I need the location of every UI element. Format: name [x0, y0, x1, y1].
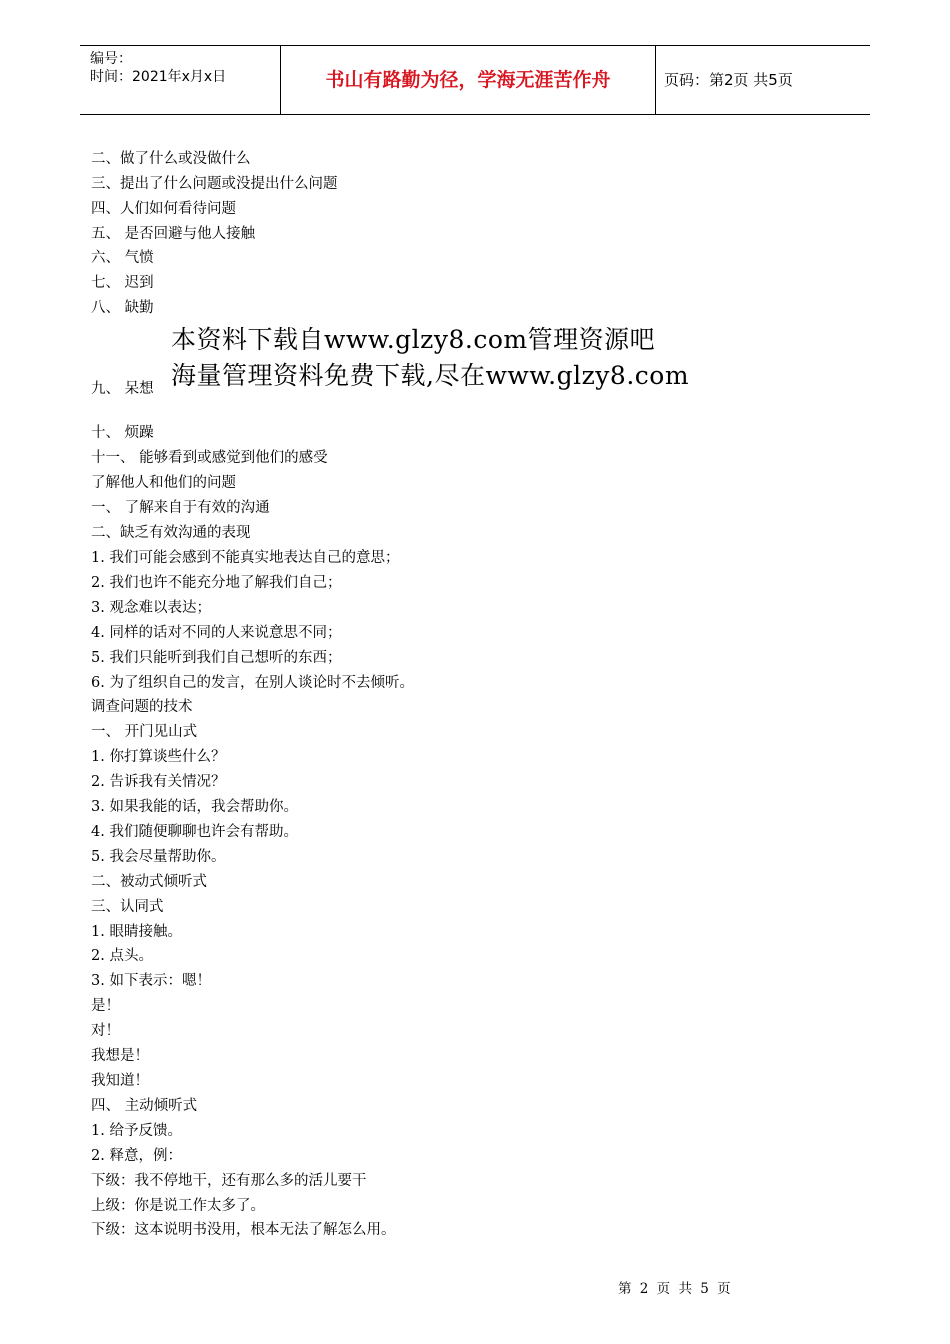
text-line: 1. 我们可能会感到不能真实地表达自己的意思；: [91, 550, 400, 566]
text-line: 5. 我会尽量帮助你。: [91, 849, 226, 865]
header-table: [80, 45, 870, 115]
text-line: 四、 主动倾听式: [91, 1098, 198, 1114]
text-line: 四、人们如何看待问题: [91, 201, 236, 217]
header-page-info: 页码：第2页 共5页: [664, 71, 793, 89]
text-line: 对！: [91, 1023, 120, 1039]
text-line: 4. 我们随便聊聊也许会有帮助。: [91, 824, 298, 840]
text-line: 1. 眼睛接触。: [91, 924, 182, 940]
text-line: 2. 点头。: [91, 948, 153, 964]
text-line: 调查问题的技术: [91, 699, 193, 715]
text-line: 2. 告诉我有关情况？: [91, 774, 226, 790]
text-line: 了解他人和他们的问题: [91, 475, 236, 491]
text-line: 5. 我们只能听到我们自己想听的东西；: [91, 650, 342, 666]
text-line: 是！: [91, 998, 120, 1014]
text-line: 3. 如果我能的话，我会帮助你。: [91, 799, 298, 815]
header-page-cell: [655, 46, 870, 114]
text-line: 一、 开门见山式: [91, 724, 198, 740]
watermark-line: 海量管理资料免费下载,尽在www.glzy8.com: [171, 361, 690, 390]
text-line: 十一、 能够看到或感觉到他们的感受: [91, 450, 328, 466]
document-time-label: 时间：2021年x月x日: [90, 69, 227, 85]
text-line: 五、 是否回避与他人接触: [91, 226, 256, 242]
document-number-label: 编号：: [90, 51, 132, 67]
text-line: 八、 缺勤: [91, 300, 154, 316]
header-meta-cell: [80, 46, 280, 114]
text-line: 下级：我不停地干，还有那么多的活儿要干: [91, 1173, 367, 1189]
text-line: 2. 我们也许不能充分地了解我们自己；: [91, 575, 342, 591]
text-line: 1. 你打算谈些什么？: [91, 749, 226, 765]
header-motto-cell: [280, 46, 656, 114]
text-line: 我想是！: [91, 1048, 149, 1064]
text-line: 1. 给予反馈。: [91, 1123, 182, 1139]
page-footer: 第 2 页 共 5 页: [618, 1281, 731, 1297]
text-line: 2. 释意，例：: [91, 1148, 182, 1164]
text-line: 4. 同样的话对不同的人来说意思不同；: [91, 625, 342, 641]
text-line: 二、被动式倾听式: [91, 874, 207, 890]
text-line: 三、提出了什么问题或没提出什么问题: [91, 176, 338, 192]
text-line: 3. 观念难以表达；: [91, 600, 211, 616]
text-line: 6. 为了组织自己的发言，在别人谈论时不去倾听。: [91, 675, 414, 691]
text-line: 七、 迟到: [91, 275, 154, 291]
text-line: 六、 气愤: [91, 250, 154, 266]
text-line: 二、缺乏有效沟通的表现: [91, 525, 251, 541]
text-line: 上级：你是说工作太多了。: [91, 1198, 265, 1214]
text-line: 十、 烦躁: [91, 425, 154, 441]
text-line: 九、 呆想: [91, 381, 154, 397]
text-line: 一、 了解来自于有效的沟通: [91, 500, 270, 516]
text-line: 二、做了什么或没做什么: [91, 151, 251, 167]
text-line: 三、认同式: [91, 899, 164, 915]
text-line: 下级：这本说明书没用，根本无法了解怎么用。: [91, 1222, 396, 1238]
text-line: 3. 如下表示：嗯！: [91, 973, 211, 989]
text-line: 我知道！: [91, 1073, 149, 1089]
watermark-line: 本资料下载自www.glzy8.com管理资源吧: [171, 325, 656, 354]
header-motto: 书山有路勤为径，学海无涯苦作舟: [325, 69, 611, 91]
